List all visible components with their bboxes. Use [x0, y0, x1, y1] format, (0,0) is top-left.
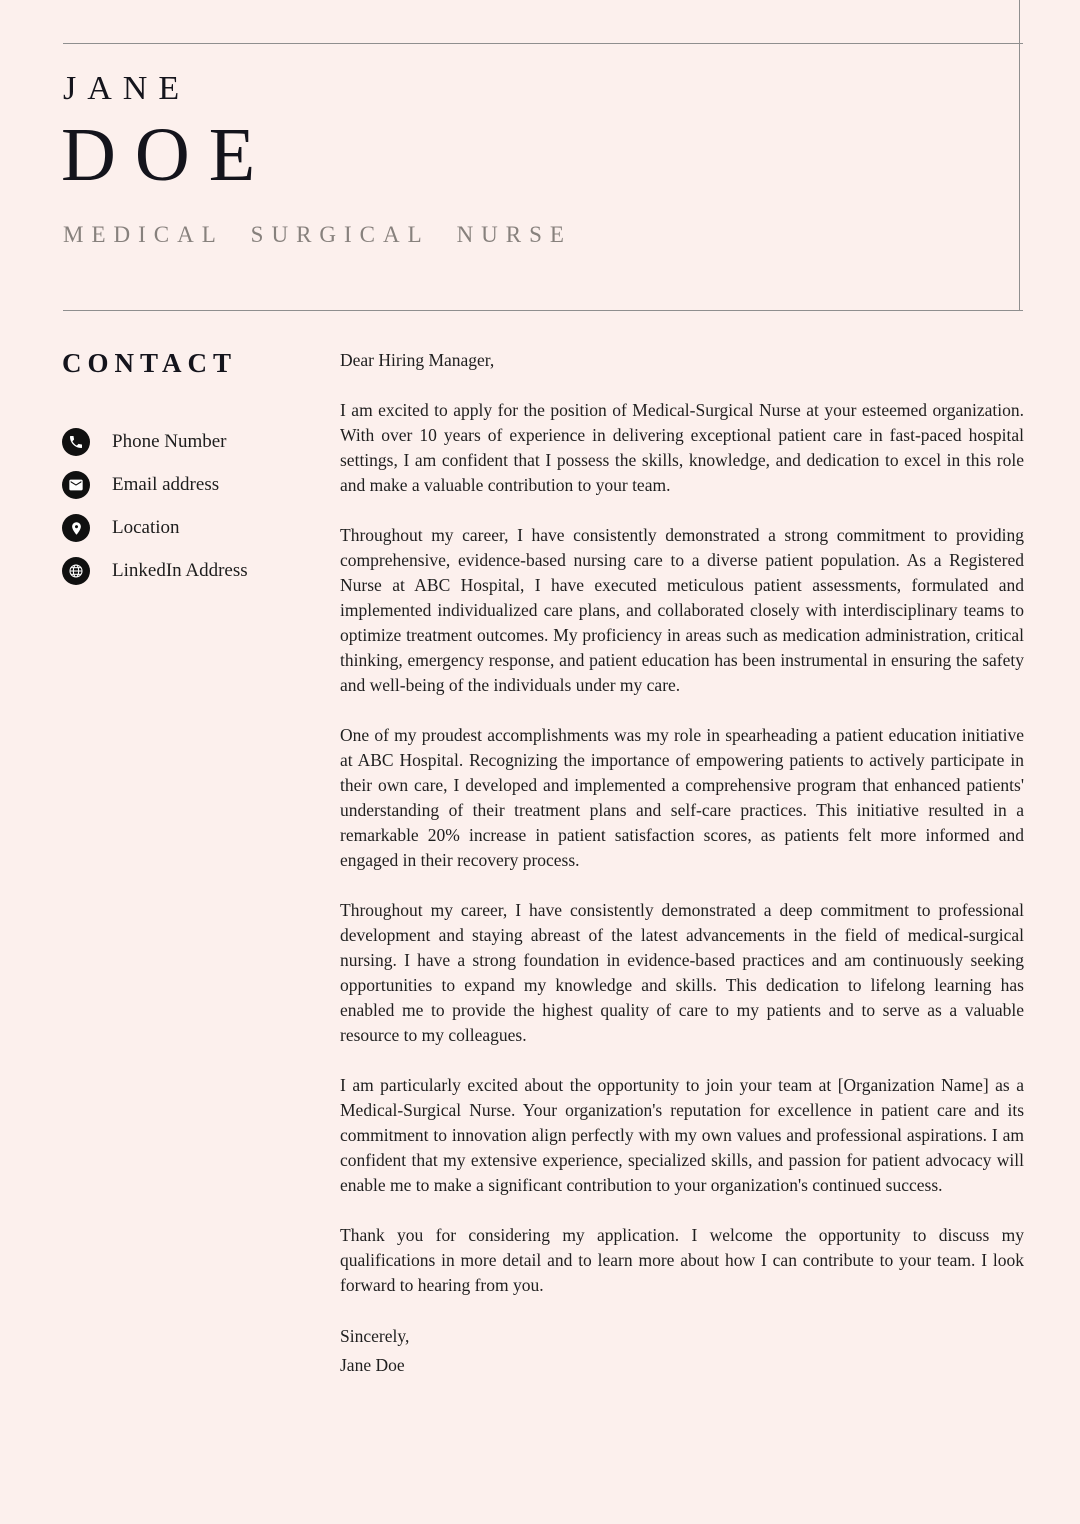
contact-label-email: Email address — [112, 474, 220, 495]
first-name: JANE — [63, 70, 191, 107]
header-bottom-rule — [63, 310, 1023, 311]
contact-item-linkedin — [62, 557, 322, 585]
letter-paragraph-2: Throughout my career, I have consistently demonstrated a strong commitment to providing comprehensive, evidence-based nursing care to a diverse patient population. As a Registered Nurse at ABC Hospital, I have executed meticulous patient assessments, formulated and implemented individualized care plans, and collaborated closely with interdisciplinary teams to optimize treatment outcomes. My proficiency in areas such as medication administration, critical thinking, emergency response, and patient education has been instrumental in ensuring the safety and well-being of the individuals under my care. — [340, 525, 1024, 695]
linkedin-icon — [62, 557, 90, 585]
letter-paragraph-3: One of my proudest accomplishments was my role in spearheading a patient education initiative at ABC Hospital. Recognizing the importance of empowering patients to actively participate in their own care, I developed and implemented a comprehensive program that enhanced patients' understanding of their treatment plans and self-care practices. This initiative resulted in a remarkable 20% increase in patient satisfaction scores, as patients felt more informed and engaged in their recovery process. — [340, 725, 1024, 870]
signature: Jane Doe — [340, 1355, 405, 1375]
job-title: MEDICAL SURGICAL NURSE — [63, 222, 572, 247]
contact-sidebar — [62, 348, 322, 600]
letter-paragraph-4: Throughout my career, I have consistently demonstrated a deep commitment to professional development and staying abreast of the latest advancements in the field of medical-surgical nursing. I have a strong foundation in evidence-based practices and am continuously seeking opportunities to expand my knowledge and skills. This dedication to lifelong learning has enabled me to provide the highest quality of care to my patients and to serve as a valuable resource to my colleagues. — [340, 900, 1024, 1045]
contact-item-location — [62, 514, 322, 542]
header-right-rule — [1019, 0, 1020, 311]
contact-label-linkedin: LinkedIn Address — [112, 560, 248, 581]
header-top-rule — [63, 43, 1023, 44]
contact-label-location: Location — [112, 517, 180, 538]
email-icon — [62, 471, 90, 499]
salutation: Dear Hiring Manager, — [340, 350, 495, 370]
contact-label-phone: Phone Number — [112, 431, 227, 452]
contact-list — [62, 428, 322, 585]
location-icon — [62, 514, 90, 542]
contact-item-phone — [62, 428, 322, 456]
letter-paragraph-1: I am excited to apply for the position of Medical-Surgical Nurse at your esteemed organization. With over 10 years of experience in delivering exceptional patient care in fast-paced hospital settings, I am confident that I possess the skills, knowledge, and dedication to excel in this role and make a valuable contribution to your team. — [340, 400, 1024, 495]
letter-body — [340, 348, 1024, 1379]
contact-item-email — [62, 471, 322, 499]
closing: Sincerely, — [340, 1326, 410, 1346]
letter-paragraph-5: I am particularly excited about the opportunity to join your team at [Organization Name] as a Medical-Surgical Nurse. Your organization's reputation for excellence in patient care and its commitment to innovation align perfectly with my own values and professional aspirations. I am confident that my extensive experience, specialized skills, and passion for patient advocacy will enable me to make a significant contribution to your organization's continued success. — [340, 1075, 1024, 1195]
letter-paragraph-6: Thank you for considering my application. I welcome the opportunity to discuss my qualifications in more detail and to learn more about how I can contribute to your team. I look forward to hearing from you. — [340, 1225, 1024, 1295]
last-name: DOE — [61, 113, 275, 197]
phone-icon — [62, 428, 90, 456]
contact-heading: CONTACT — [62, 348, 238, 378]
